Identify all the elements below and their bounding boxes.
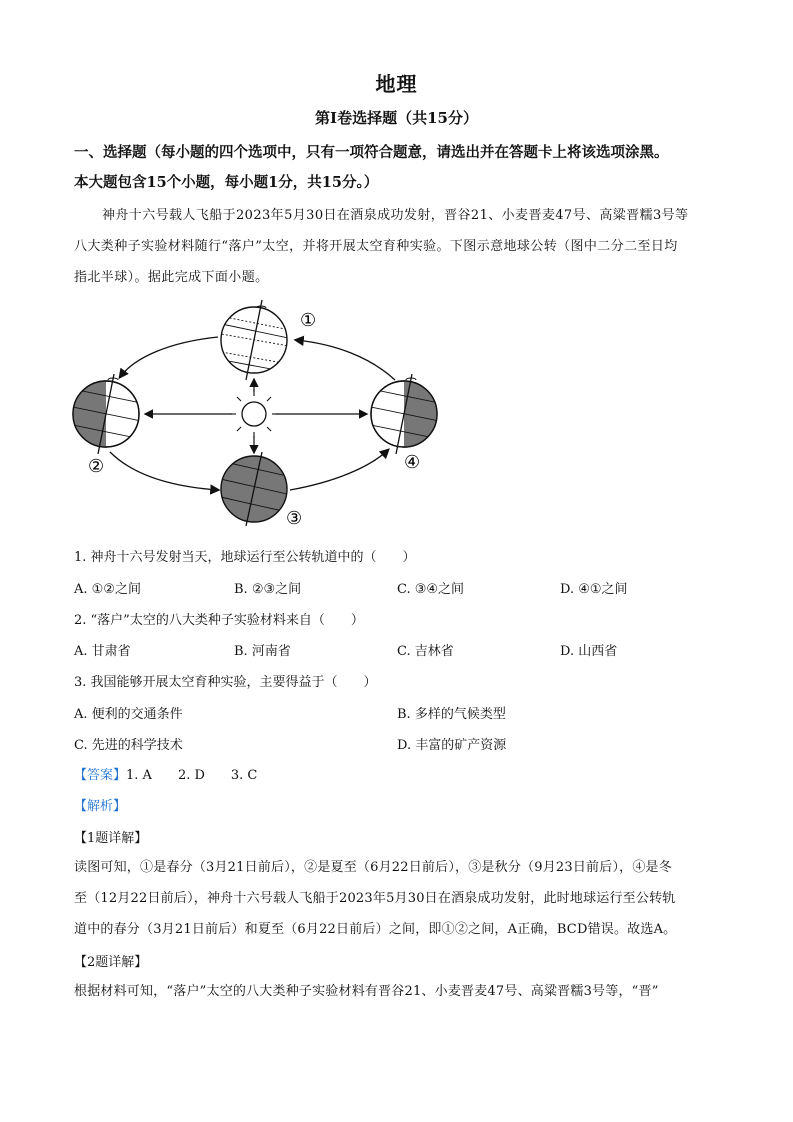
material-line-2: 八大类种子实验材料随行“落户”太空，并将开展太空育种实验。下图示意地球公转（图中二分二至日均 — [74, 239, 678, 254]
answer-label: 【答案】 — [74, 768, 127, 783]
detail-1-line-3: 道中的春分（3月21日前后）和夏至（6月22日前后）之间，即①②之间，A正确，BCD错误。故选A。 — [74, 922, 677, 937]
detail-1-line-1: 读图可知，①是春分（3月21日前后），②是夏至（6月22日前后），③是秋分（9月23日前后），④是冬 — [74, 860, 672, 875]
label-position-1: ① — [300, 310, 317, 331]
question-1-option-c: C. ③④之间 — [397, 582, 465, 597]
question-3-option-d: D. 丰富的矿产资源 — [397, 738, 507, 753]
label-position-3: ③ — [286, 508, 303, 529]
detail-2-paragraph — [74, 976, 724, 1007]
earth-position-2 — [68, 374, 146, 454]
earth-revolution-diagram — [60, 292, 460, 532]
earth-position-1 — [210, 300, 300, 380]
question-1-option-d: D. ④①之间 — [560, 582, 628, 597]
question-3-option-c: C. 先进的科学技术 — [74, 738, 183, 753]
material-paragraph — [74, 200, 724, 293]
question-2-stem: 2. “落户”太空的八大类种子实验材料来自（ ） — [74, 613, 364, 628]
question-3-option-b: B. 多样的气候类型 — [397, 707, 506, 722]
material-line-3: 指北半球）。据此完成下面小题。 — [74, 270, 269, 285]
orbit-arrow-top-left — [120, 337, 218, 377]
answer-line — [74, 764, 257, 783]
page-title: 地理 — [375, 72, 418, 96]
question-2-option-d: D. 山西省 — [560, 644, 618, 659]
analysis-label: 【解析】 — [74, 799, 127, 814]
label-position-2: ② — [88, 456, 105, 477]
question-2-option-b: B. 河南省 — [234, 644, 291, 659]
detail-2-line-1: 根据材料可知，“落户”太空的八大类种子实验材料有晋谷21、小麦晋麦47号、高粱晋糯3号等，“晋” — [74, 984, 659, 999]
detail-1-line-2: 至（12月22日前后），神舟十六号载人飞船于2023年5月30日在酒泉成功发射，此时地球运行至公转轨 — [74, 891, 676, 906]
earth-position-4 — [366, 374, 444, 454]
question-2-option-a: A. 甘肃省 — [74, 644, 131, 659]
question-3-stem: 3. 我国能够开展太空育种实验，主要得益于（ ） — [74, 675, 377, 690]
question-1-option-b: B. ②③之间 — [234, 582, 302, 597]
section-subtitle: 第Ⅰ卷选择题（共15分） — [315, 109, 478, 127]
question-1-stem: 1. 神舟十六号发射当天，地球运行至公转轨道中的（ ） — [74, 550, 416, 565]
section-line-1: 一、选择题（每小题的四个选项中，只有一项符合题意，请选出并在答题卡上将该选项涂黑。 — [74, 144, 669, 161]
section-line-2: 本大题包含15个小题，每小题1分，共15分。） — [74, 174, 379, 191]
detail-2-heading: 【2题详解】 — [74, 955, 148, 970]
question-1-option-a: A. ①②之间 — [74, 582, 141, 597]
label-position-4: ④ — [404, 452, 421, 473]
question-2-option-c: C. 吉林省 — [397, 644, 454, 659]
question-3-option-a: A. 便利的交通条件 — [74, 707, 183, 722]
orbit-arrow-bottom-left — [110, 452, 218, 490]
section-instructions — [74, 138, 724, 198]
detail-1-heading: 【1题详解】 — [74, 831, 148, 846]
earth-position-3 — [216, 452, 296, 526]
answer-values: 1. A 2. D 3. C — [126, 768, 258, 783]
orbit-arrow-top-right — [296, 340, 395, 380]
detail-1-paragraph — [74, 852, 724, 945]
material-line-1: 神舟十六号载人飞船于2023年5月30日在酒泉成功发射，晋谷21、小麦晋麦47号、高粱晋糯3号等 — [102, 208, 689, 223]
sun-icon — [230, 390, 278, 438]
orbit-arrow-bottom-right — [290, 450, 388, 490]
